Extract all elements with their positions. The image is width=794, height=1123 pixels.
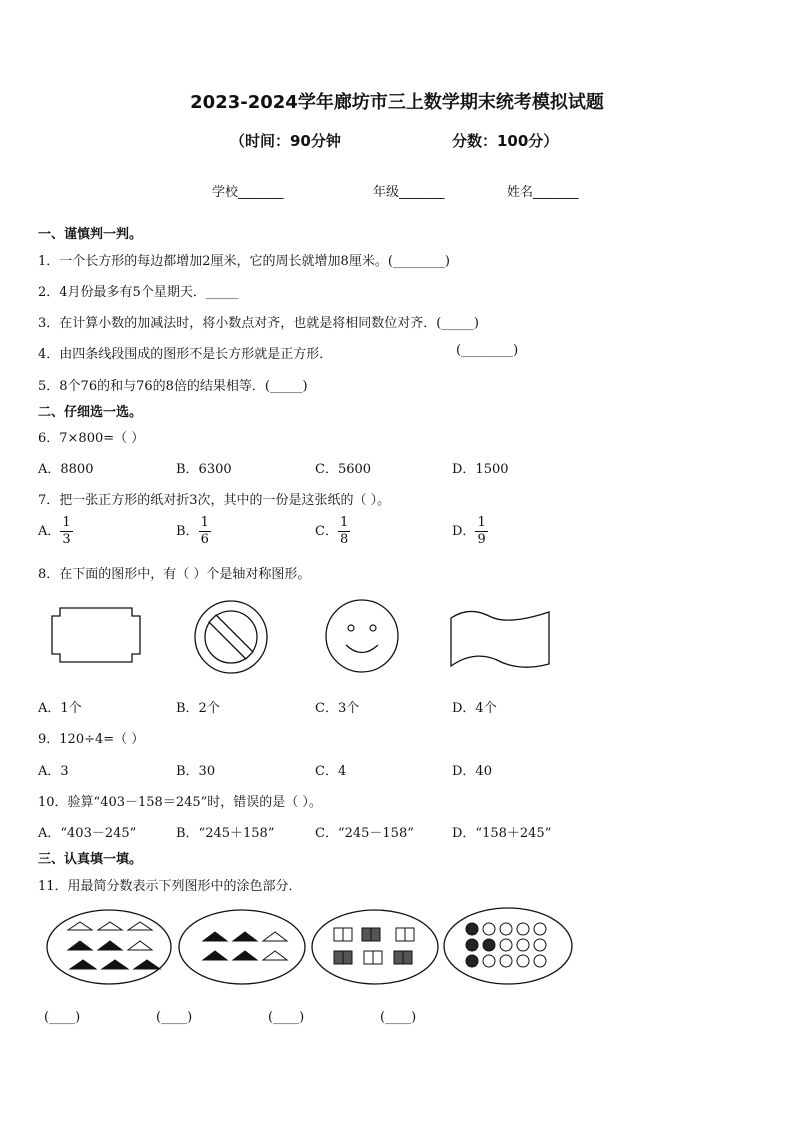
q11-blank-1[interactable]: (____) [44, 1010, 81, 1025]
question-9: 9．120÷4=（ ） [38, 732, 145, 747]
q8-option-b[interactable]: B．2个 [176, 701, 220, 716]
q11-blank-4[interactable]: (____) [380, 1010, 417, 1025]
q10-option-c[interactable]: C．“245－158” [315, 826, 414, 841]
q6-option-b[interactable]: B．6300 [176, 462, 232, 477]
section-1-heading: 一、谨慎判一判。 [38, 227, 143, 242]
question-1: 1．一个长方形的每边都增加2厘米，它的周长就增加8厘米。(________) [38, 254, 450, 269]
q7-option-a[interactable] [38, 515, 73, 548]
question-7: 7．把一张正方形的纸对折3次，其中的一份是这张纸的（ ）。 [38, 493, 391, 508]
q8-option-a[interactable]: A．1个 [38, 701, 82, 716]
q9-option-c[interactable]: C．4 [315, 764, 347, 779]
q11-blank-2[interactable]: (____) [156, 1010, 193, 1025]
q10-option-a[interactable]: A．“403－245” [38, 826, 137, 841]
q10-option-d[interactable]: D．“158＋245” [452, 826, 552, 841]
section-3-heading: 三、认真填一填。 [38, 852, 143, 867]
q6-option-d[interactable]: D．1500 [452, 462, 509, 477]
question-8: 8．在下面的图形中，有（ ）个是轴对称图形。 [38, 567, 311, 582]
q8-option-c[interactable]: C．3个 [315, 701, 360, 716]
question-11: 11．用最简分数表示下列图形中的涂色部分． [38, 879, 302, 894]
q9-option-a[interactable]: A．3 [38, 764, 69, 779]
q7-option-c-label: C． [315, 524, 338, 539]
q7-option-a-fraction: $\frac{1}{3}$ [62, 515, 71, 547]
flag-figure [449, 608, 551, 670]
q9-option-d[interactable]: D．40 [452, 764, 492, 779]
page-title: 2023-2024学年廊坊市三上数学期末统考模拟试题 [190, 92, 604, 113]
notched-rectangle-figure [50, 607, 142, 663]
smiley-face-figure [324, 598, 400, 674]
oval-triangles-figure-2 [177, 908, 307, 986]
question-2: 2．4月份最多有5个星期天．_____ [38, 285, 239, 300]
q7-option-d-fraction: $\frac{1}{9}$ [477, 515, 486, 547]
q7-option-b-fraction: $\frac{1}{6}$ [200, 515, 209, 547]
q9-option-b[interactable]: B．30 [176, 764, 216, 779]
q10-option-b[interactable]: B．“245＋158” [176, 826, 275, 841]
q8-option-d[interactable]: D．4个 [452, 701, 497, 716]
q7-option-a-label: A． [38, 524, 61, 539]
q7-option-c-fraction: $\frac{1}{8}$ [339, 515, 349, 547]
no-sign-figure [193, 599, 269, 675]
question-10: 10．验算“403－158＝245”时，错误的是（ ）。 [38, 795, 322, 810]
q6-option-a[interactable]: A．8800 [38, 462, 94, 477]
oval-cylinders-figure [310, 908, 440, 986]
exam-score: 分数：100分） [452, 132, 559, 150]
q7-option-d-label: D． [452, 524, 476, 539]
question-3: 3．在计算小数的加减法时，将小数点对齐，也就是将相同数位对齐．(_____) [38, 316, 479, 331]
grade-field[interactable]: 年级_______ [373, 185, 445, 200]
q11-blank-3[interactable]: (____) [268, 1010, 305, 1025]
q7-option-b-label: B． [176, 524, 199, 539]
question-4: 4．由四条线段围成的图形不是长方形就是正方形． [38, 347, 333, 362]
section-2-heading: 二、仔细选一选。 [38, 405, 143, 420]
exam-time: （时间：90分钟 [230, 132, 341, 150]
q7-option-c[interactable] [315, 515, 350, 548]
q7-option-b[interactable] [176, 515, 211, 548]
question-4-blank[interactable]: (________) [456, 343, 519, 358]
question-6: 6．7×800=（ ） [38, 431, 145, 446]
school-field[interactable]: 学校_______ [212, 185, 284, 200]
oval-circles-figure [442, 906, 574, 986]
oval-triangles-figure-1 [45, 908, 173, 986]
q7-option-d[interactable] [452, 515, 488, 548]
name-field[interactable]: 姓名_______ [507, 185, 579, 200]
question-5: 5．8个76的和与76的8倍的结果相等．(_____) [38, 379, 308, 394]
q6-option-c[interactable]: C．5600 [315, 462, 372, 477]
